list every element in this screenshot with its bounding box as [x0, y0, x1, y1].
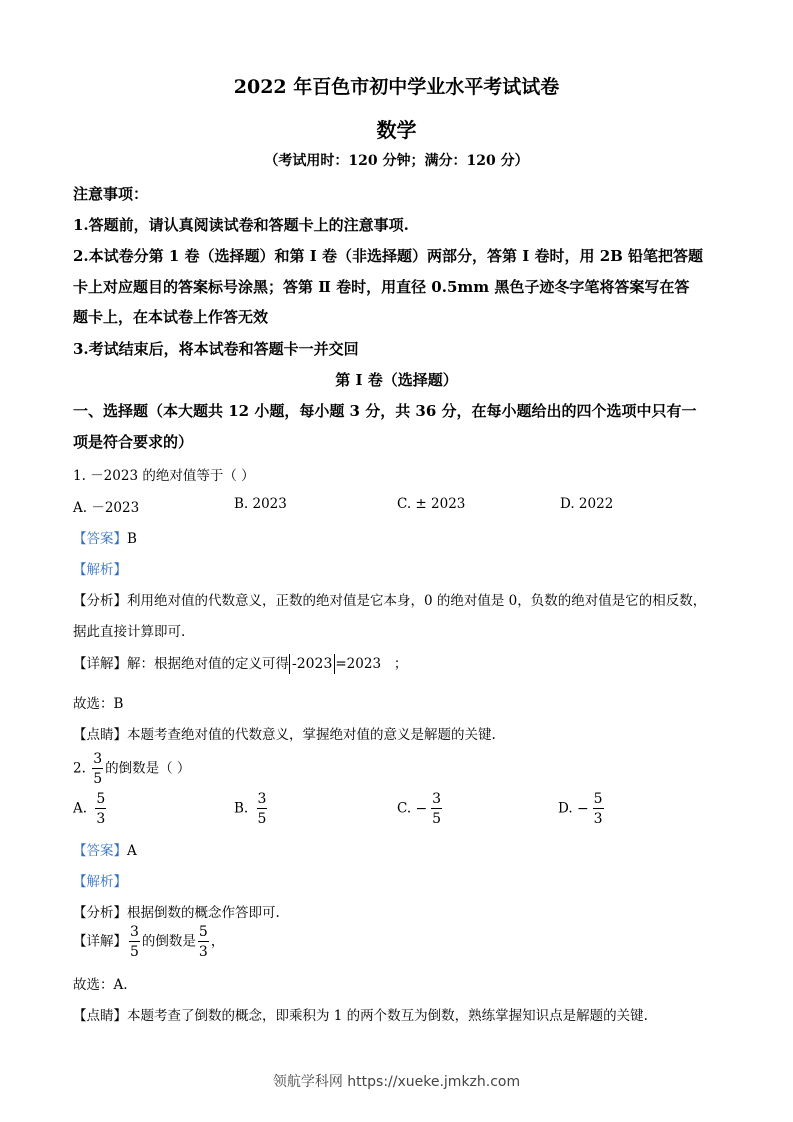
q1-option-d: D. 2022 — [560, 496, 614, 512]
fraction-denominator: 5 — [432, 811, 442, 827]
footer-watermark[interactable]: 领航学科网 https://xueke.jmkzh.com — [272, 1074, 521, 1090]
fraction-numerator: 5 — [198, 924, 208, 940]
fenxi-text: 根据倒数的概念作答即可. — [127, 905, 280, 921]
dianjing-tag: 【点睛】 — [73, 1008, 127, 1024]
option-fraction — [257, 792, 268, 826]
q2-stem-fraction — [92, 752, 103, 786]
option-label: B. — [234, 800, 249, 817]
subject-title: 数学 — [376, 118, 417, 142]
xiangjie-fraction-2 — [198, 925, 209, 959]
q1-fenxi-line-1 — [73, 589, 706, 609]
q2-dianjing — [73, 1004, 648, 1024]
notice-item-2-line-3: 题卡上，在本试卷上作答无效 — [73, 308, 269, 326]
dianjing-tag: 【点睛】 — [73, 727, 127, 743]
notice-item-3: 3.考试结束后，将本试卷和答题卡一并交回 — [73, 340, 359, 358]
q1-stem: 1. －2023 的绝对值等于（ ） — [73, 468, 255, 484]
answer-tag: 【答案】 — [73, 531, 127, 547]
option-label: A. — [73, 800, 88, 817]
xiangjie-tag: 【详解】 — [73, 656, 127, 672]
q1-option-c: C. ± 2023 — [397, 496, 466, 512]
q1-analysis-tag: 【解析】 — [73, 562, 127, 578]
q1-choice: 故选：B — [73, 696, 124, 712]
xiangjie-text: 解：根据绝对值的定义可得 — [127, 656, 289, 672]
part-heading-line-1: 一、选择题（本大题共 12 小题，每小题 3 分，共 36 分，在每小题给出的四个选项中只有一 — [73, 402, 697, 420]
q2-xiangjie — [73, 925, 224, 959]
q2-analysis-tag: 【解析】 — [73, 874, 127, 890]
q1-answer — [73, 527, 137, 547]
dianjing-text: 本题考查绝对值的代数意义，掌握绝对值的意义是解题的关键. — [127, 727, 496, 743]
fraction-denominator: 3 — [593, 811, 603, 827]
option-fraction — [95, 792, 106, 826]
q1-option-a: A. －2023 — [73, 500, 140, 516]
q2-option-b — [234, 792, 269, 826]
xiangjie-end: ， — [210, 933, 225, 950]
q2-number: 2. — [73, 760, 86, 777]
answer-value: A — [127, 843, 137, 859]
q2-choice: 故选：A. — [73, 977, 128, 993]
fenxi-tag: 【分析】 — [73, 905, 127, 921]
notice-item-2-line-2: 卡上对应题目的答案标号涂黑；答第 Ⅱ 卷时，用直径 0.5mm 黑色子迹冬字笔将答案写在答 — [73, 278, 690, 296]
option-sign: − — [415, 801, 428, 817]
q2-answer — [73, 839, 137, 859]
q1-dianjing — [73, 723, 496, 743]
fraction-denominator: 3 — [198, 944, 208, 960]
notice-item-1: 1.答题前，请认真阅读试卷和答题卡上的注意事项. — [73, 216, 409, 234]
q2-fenxi — [73, 901, 280, 921]
fraction-numerator: 3 — [257, 791, 267, 807]
option-fraction — [593, 792, 604, 826]
option-label: C. — [397, 800, 412, 817]
xiangjie-end: ； — [393, 656, 408, 672]
fenxi-tag: 【分析】 — [73, 593, 127, 609]
notice-heading: 注意事项： — [73, 185, 149, 203]
q2-option-a — [73, 792, 108, 826]
option-fraction — [431, 792, 442, 826]
q1-option-b: B. 2023 — [234, 496, 287, 512]
q1-fenxi-line-2: 据此直接计算即可. — [73, 624, 186, 640]
volume-title: 第 I 卷（选择题） — [335, 371, 458, 389]
absolute-value-expression: -2023 — [289, 654, 335, 674]
xiangjie-mid: 的倒数是 — [141, 933, 196, 950]
exam-info: （考试用时：120 分钟；满分：120 分） — [264, 153, 529, 169]
fraction-numerator: 5 — [96, 791, 106, 807]
xiangjie-fraction-1 — [129, 925, 140, 959]
answer-tag: 【答案】 — [73, 843, 127, 859]
fraction-numerator: 3 — [93, 751, 103, 767]
q2-option-d — [558, 792, 606, 826]
fraction-numerator: 5 — [593, 791, 603, 807]
fraction-numerator: 3 — [130, 924, 139, 940]
part-heading-line-2: 项是符合要求的） — [73, 433, 194, 451]
equals-result: =2023 — [335, 656, 382, 672]
answer-value: B — [127, 531, 137, 547]
q2-option-c — [397, 792, 444, 826]
fraction-denominator: 5 — [93, 771, 103, 787]
option-sign: − — [576, 801, 589, 817]
dianjing-text: 本题考查了倒数的概念，即乘积为 1 的两个数互为倒数，熟练掌握知识点是解题的关键. — [127, 1008, 648, 1024]
xiangjie-tag: 【详解】 — [73, 933, 127, 950]
fraction-numerator: 3 — [432, 791, 442, 807]
q1-xiangjie — [73, 652, 407, 674]
notice-item-2-line-1: 2.本试卷分第 1 卷（选择题）和第 I 卷（非选择题）两部分，答第 I 卷时，用 2B 铅笔把答题 — [73, 247, 704, 265]
fraction-denominator: 3 — [96, 811, 106, 827]
option-label: D. — [558, 800, 573, 817]
q2-stem-text: 的倒数是（ ） — [105, 760, 191, 777]
fraction-denominator: 5 — [257, 811, 267, 827]
q2-stem — [73, 752, 190, 786]
fraction-denominator: 5 — [130, 944, 139, 960]
fenxi-text: 利用绝对值的代数意义，正数的绝对值是它本身，0 的绝对值是 0，负数的绝对值是它的相反数， — [127, 593, 707, 609]
exam-title: 2022 年百色市初中学业水平考试试卷 — [233, 76, 560, 98]
